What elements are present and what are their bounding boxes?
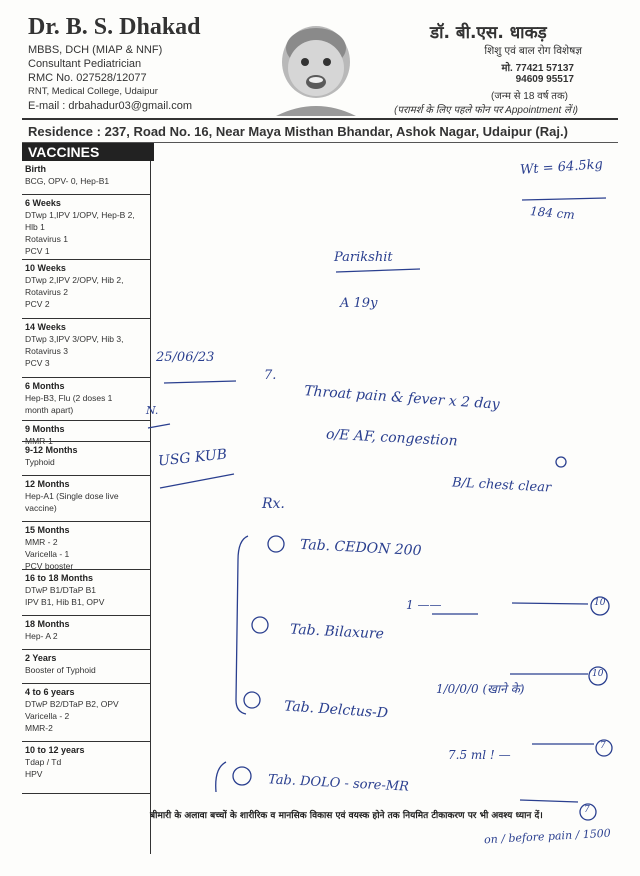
- college-name: RNT, Medical College, Udaipur: [28, 86, 158, 97]
- vaccine-detail: DTwp 3,IPV 3/OPV, Hib 3,: [25, 334, 124, 344]
- weight-underline: [522, 198, 606, 200]
- vaccines-heading: VACCINES: [22, 143, 154, 161]
- age-note-hindi: (जन्म से 18 वर्ष तक): [491, 91, 568, 102]
- name-underline: [336, 269, 420, 272]
- vaccine-detail: IPV B1, Hib B1, OPV: [25, 597, 105, 607]
- vaccine-detail: DTwP B2/DTaP B2, OPV: [25, 699, 119, 709]
- med3-number-circle: [244, 692, 260, 708]
- date-underline: [164, 381, 236, 383]
- hw-complaint-2: o/E AF, congestion: [325, 426, 458, 450]
- hw-med-2: Tab. Bilaxure: [289, 621, 385, 643]
- hw-complaint-3: B/L chest clear: [451, 475, 552, 496]
- hw-complaint-1: Throat pain & fever x 2 day: [303, 383, 501, 413]
- vaccine-detail: Hep-B3, Flu (2 doses 1: [25, 393, 113, 403]
- margin-tick: [148, 424, 170, 428]
- med2-number-circle: [252, 617, 268, 633]
- vaccine-age: 9 Months: [25, 424, 65, 434]
- hw-med-2-days: 10: [592, 669, 604, 679]
- med4-number-circle: [233, 767, 251, 785]
- med1-number-circle: [268, 536, 284, 552]
- hw-med-1: Tab. CEDON 200: [299, 536, 422, 560]
- doctor-name-hindi: डॉ. बी.एस. धाकड़: [430, 23, 547, 43]
- footer-note-hindi: बीमारी के अलावा बच्चों के शारीरिक व मानसिक विकास एवं वयस्क होने तक नियमित टीकाकरण पर भी अवश्य ध्यान दें।: [150, 811, 543, 821]
- specialty-hindi: शिशु एवं बाल रोग विशेषज्ञ: [484, 45, 582, 57]
- vaccine-detail: PCV 2: [25, 299, 50, 309]
- vaccine-detail: Rotavirus 2: [25, 287, 68, 297]
- hw-mark: 7.: [264, 368, 277, 383]
- vaccine-detail: DTwp 2,IPV 2/OPV, Hib 2,: [25, 275, 124, 285]
- vaccine-detail: Hep- A 2: [25, 631, 58, 641]
- complaint-circle-mark: [556, 457, 566, 467]
- vaccine-detail: PCV 1: [25, 246, 50, 256]
- hw-rx: Rx.: [262, 496, 285, 512]
- vaccine-age: 18 Months: [25, 619, 70, 629]
- vaccine-detail: PCV 3: [25, 358, 50, 368]
- phone-1: मो. 77421 57137: [501, 63, 574, 74]
- med4-bracket: [216, 762, 226, 792]
- hw-margin-note: N.: [146, 404, 159, 417]
- hw-med-2-dose: 1/0/0/0 (खाने के): [436, 682, 525, 696]
- vaccine-detail: Varicella - 1: [25, 549, 70, 559]
- phone-2: 94609 95517: [515, 74, 574, 85]
- vaccine-age: 9-12 Months: [25, 445, 78, 455]
- med4-days-line: [520, 800, 578, 802]
- vaccine-detail: Rotavirus 3: [25, 346, 68, 356]
- vaccine-detail: Hlb 1: [25, 222, 45, 232]
- hw-height: 184 cm: [529, 204, 576, 222]
- vaccine-age: 10 Weeks: [25, 263, 66, 273]
- hw-med-4: Tab. DOLO - sore-MR: [267, 772, 410, 795]
- med1-days-line: [512, 603, 588, 604]
- vaccine-age: Birth: [25, 164, 46, 174]
- vaccine-detail: Tdap / Td: [25, 757, 62, 767]
- hw-med-1-days: 10: [594, 598, 606, 608]
- vaccine-detail: DTwp 1,IPV 1/OPV, Hep-B 2,: [25, 210, 135, 220]
- vaccine-detail: Hep-A1 (Single dose live: [25, 491, 119, 501]
- vaccine-age: 12 Months: [25, 479, 70, 489]
- registration-number: RMC No. 027528/12077: [28, 72, 147, 84]
- rx-bracket: [236, 536, 248, 714]
- vaccine-age: 4 to 6 years: [25, 687, 75, 697]
- vaccine-detail: DTwP B1/DTaP B1: [25, 585, 97, 595]
- hw-med-3-days: 7: [600, 741, 606, 751]
- doctor-designation: Consultant Pediatrician: [28, 58, 142, 70]
- vaccine-age: 6 Weeks: [25, 198, 61, 208]
- hw-med-1-sig: 1 ——: [406, 598, 442, 612]
- hw-weight: Wt = 64.5kg: [519, 157, 604, 178]
- vaccine-detail: Booster of Typhoid: [25, 665, 96, 675]
- hw-usg: USG KUB: [157, 446, 228, 470]
- residence-address: Residence : 237, Road No. 16, Near Maya Misthan Bhandar, Ashok Nagar, Udaipur (Raj.): [28, 124, 568, 139]
- vaccine-detail: BCG, OPV- 0, Hep-B1: [25, 176, 110, 186]
- vaccine-detail: Varicella - 2: [25, 711, 70, 721]
- appointment-note: (परामर्श के लिए पहले फोन पर Appointment लें।): [394, 105, 578, 116]
- vaccine-detail: Typhoid: [25, 457, 55, 467]
- hw-date: 25/06/23: [156, 350, 215, 365]
- vaccine-detail: MMR-1: [25, 436, 53, 446]
- vaccine-age: 16 to 18 Months: [25, 573, 94, 583]
- vaccine-detail: PCV booster: [25, 561, 74, 571]
- hw-med-3-dose: 7.5 ml ! —: [448, 748, 511, 762]
- vaccine-age: 15 Months: [25, 525, 70, 535]
- hw-med-4-days: 7: [584, 805, 590, 815]
- doctor-name: Dr. B. S. Dhakad: [28, 14, 201, 40]
- vaccine-detail: month apart): [25, 405, 74, 415]
- doctor-email: E-mail : drbahadur03@gmail.com: [28, 100, 193, 112]
- usg-underline: [160, 474, 234, 488]
- hw-med-4-note: on / before pain / 1500: [483, 826, 612, 847]
- vaccine-age: 10 to 12 years: [25, 745, 85, 755]
- vaccine-age: 14 Weeks: [25, 322, 66, 332]
- vaccine-detail: vaccine): [25, 503, 57, 513]
- vaccine-detail: MMR - 2: [25, 537, 58, 547]
- hw-med-3: Tab. Delctus-D: [283, 698, 389, 722]
- vaccine-detail: Rotavirus 1: [25, 234, 68, 244]
- vaccine-age: 6 Months: [25, 381, 65, 391]
- vaccine-age: 2 Years: [25, 653, 57, 663]
- doctor-qualifications: MBBS, DCH (MIAP & NNF): [28, 44, 163, 56]
- vaccine-detail: HPV: [25, 769, 43, 779]
- hw-patient-name: Parikshit: [334, 250, 393, 265]
- hw-patient-age: A 19y: [340, 296, 378, 311]
- vaccine-detail: MMR-2: [25, 723, 53, 733]
